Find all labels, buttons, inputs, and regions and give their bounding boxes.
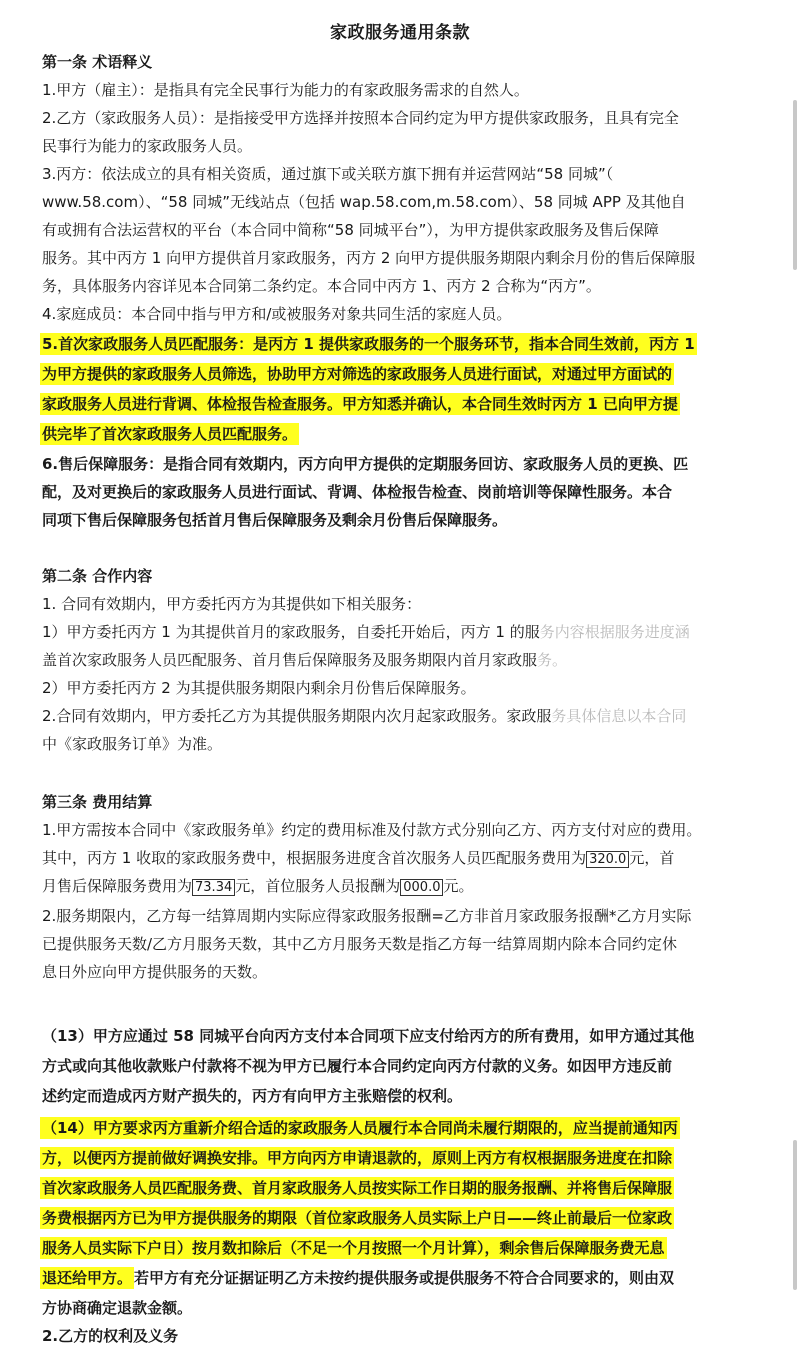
art1-line: 务，具体服务内容详见本合同第二条约定。本合同中丙方 1、丙方 2 合称为“丙方”。 — [42, 277, 601, 295]
highlight-text: 家政服务人员进行背调、体检报告检查服务。甲方知悉并确认，本合同生效时丙方 1 已向甲方提 — [42, 395, 678, 413]
art3-line: 1.甲方需按本合同中《家政服务单》约定的费用标准及付款方式分别向乙方、丙方支付对应的费用。 — [42, 821, 702, 839]
art2-line: 盖首次家政服务人员匹配服务、首月售后保障服务及服务期限内首月家政服务。 — [42, 651, 568, 669]
art1-line: 有或拥有合法运营权的平台（本合同中简称“58 同城平台”），为甲方提供家政服务及售后保障 — [42, 221, 659, 239]
faded-text: 务具体信息以本合同 — [551, 707, 687, 725]
art1-line: www.58.com）、“58 同城”无线站点（包括 wap.58.com,m.58.com）、58 同城 APP 及其他自 — [42, 193, 686, 211]
art3-line: 2.服务期限内，乙方每一结算周期内实际应得家政服务报酬=乙方非首月家政服务报酬*乙方月实际 — [42, 907, 692, 925]
art1-line: 民事行为能力的家政服务人员。 — [42, 137, 253, 155]
scrollbar-thumb[interactable] — [793, 100, 797, 270]
faded-text: 务。 — [537, 651, 568, 669]
highlight-text: 供完毕了首次家政服务人员匹配服务。 — [42, 425, 298, 443]
article-3-heading: 第三条 费用结算 — [42, 793, 153, 811]
highlighted-line — [42, 1118, 762, 1138]
highlight-text: 方，以便丙方提前做好调换安排。甲方向丙方申请退款的，原则上丙方有权根据服务进度在扣除 — [42, 1149, 673, 1167]
document-title: 家政服务通用条款 — [330, 23, 470, 43]
art1-line-bold: 6.售后保障服务：是指合同有效期内，丙方向甲方提供的定期服务回访、家政服务人员的更换、匹 — [42, 455, 689, 473]
article-1-heading: 第一条 术语释义 — [42, 53, 153, 71]
clause-13-line: （13）甲方应通过 58 同城平台向丙方支付本合同项下应支付给丙方的所有费用，如甲方通过其他 — [42, 1027, 695, 1045]
art2-line: 1）甲方委托丙方 1 为其提供首月的家政服务，自委托开始后，丙方 1 的服务内容根据服务进度涵 — [42, 623, 690, 641]
highlighted-line: 退还给甲方。 若甲方有充分证据证明乙方未按约提供服务或提供服务不符合合同要求的，则由双 — [42, 1269, 675, 1287]
highlighted-line — [42, 1148, 762, 1168]
art1-line: 3.丙方：依法成立的具有相关资质，通过旗下或关联方旗下拥有并运营网站“58 同城”（ — [42, 165, 614, 183]
fee-matching-value: 320.0 — [586, 851, 629, 868]
art1-line: 服务。其中丙方 1 向甲方提供首月家政服务，丙方 2 向甲方提供服务期限内剩余月份的售后保障服 — [42, 249, 696, 267]
art1-line: 1.甲方（雇主）：是指具有完全民事行为能力的有家政服务需求的自然人。 — [42, 81, 529, 99]
art3-line: 已提供服务天数/乙方月服务天数，其中乙方月服务天数是指乙方每一结算周期内除本合同约定休 — [42, 935, 678, 953]
highlight-text: 为甲方提供的家政服务人员筛选，协助甲方对筛选的家政服务人员进行面试，对通过甲方面试的 — [42, 365, 673, 383]
highlighted-line — [42, 1208, 762, 1228]
art2-line: 中《家政服务订单》为准。 — [42, 735, 223, 753]
art3-line: 其中，丙方 1 收取的家政服务费中，根据服务进度含首次服务人员匹配服务费用为 320.0 元，首 — [42, 849, 675, 867]
art2-line: 1. 合同有效期内，甲方委托丙方为其提供如下相关服务： — [42, 595, 422, 613]
fee-worker-pay-value: 000.0 — [400, 879, 443, 896]
art3-line: 息日外应向甲方提供服务的天数。 — [42, 963, 268, 981]
highlighted-line — [42, 394, 762, 414]
clause-13-line: 方式或向其他收款账户付款将不视为甲方已履行本合同约定向丙方付款的义务。如因甲方违反前 — [42, 1057, 673, 1075]
highlighted-line — [42, 1238, 762, 1258]
faded-text: 务内容根据服务进度涵 — [539, 623, 690, 641]
highlighted-line — [42, 1178, 762, 1198]
art3-line: 月售后保障服务费用为 73.34 元，首位服务人员报酬为 000.0 元。 — [42, 877, 474, 895]
art2-line: 2.合同有效期内，甲方委托乙方为其提供服务期限内次月起家政服务。家政服务具体信息以本合同 — [42, 707, 687, 725]
art1-line: 4.家庭成员：本合同中指与甲方和/或被服务对象共同生活的家庭人员。 — [42, 305, 512, 323]
scrollbar-thumb[interactable] — [793, 1140, 797, 1290]
clause-13-line: 述约定而造成丙方财产损失的，丙方有向甲方主张赔偿的权利。 — [42, 1087, 463, 1105]
clause-14-line: 方协商确定退款金额。 — [42, 1299, 193, 1317]
next-section-heading: 2.乙方的权利及义务 — [42, 1327, 179, 1345]
highlight-text: 务费根据丙方已为甲方提供服务的期限（首位家政服务人员实际上户日——终止前最后一位家政 — [42, 1209, 673, 1227]
art1-line-bold: 配，及对更换后的家政服务人员进行面试、背调、体检报告检查、岗前培训等保障性服务。本合 — [42, 483, 673, 501]
highlight-text: 服务人员实际下户日）按月数扣除后（不足一个月按照一个月计算），剩余售后保障服务费无息 — [42, 1239, 665, 1257]
art2-line: 2）甲方委托丙方 2 为其提供服务期限内剩余月份售后保障服务。 — [42, 679, 476, 697]
highlighted-line — [42, 364, 762, 384]
fee-aftersales-value: 73.34 — [192, 879, 235, 896]
art1-line-bold: 同项下售后保障服务包括首月售后保障服务及剩余月份售后保障服务。 — [42, 511, 508, 529]
highlight-text: 退还给甲方。 — [42, 1269, 133, 1287]
art1-line: 2.乙方（家政服务人员）：是指接受甲方选择并按照本合同约定为甲方提供家政服务，且具有完全 — [42, 109, 679, 127]
highlight-text: 5.首次家政服务人员匹配服务：是丙方 1 提供家政服务的一个服务环节，指本合同生效前，丙方 1 — [42, 335, 695, 353]
highlighted-line — [42, 334, 762, 354]
article-2-heading: 第二条 合作内容 — [42, 567, 153, 585]
highlight-text: 首次家政服务人员匹配服务费、首月家政服务人员按实际工作日期的服务报酬、并将售后保障服 — [42, 1179, 673, 1197]
highlighted-line — [42, 424, 762, 444]
highlight-text: （14）甲方要求丙方重新介绍合适的家政服务人员履行本合同尚未履行期限的，应当提前通知丙 — [42, 1119, 678, 1137]
